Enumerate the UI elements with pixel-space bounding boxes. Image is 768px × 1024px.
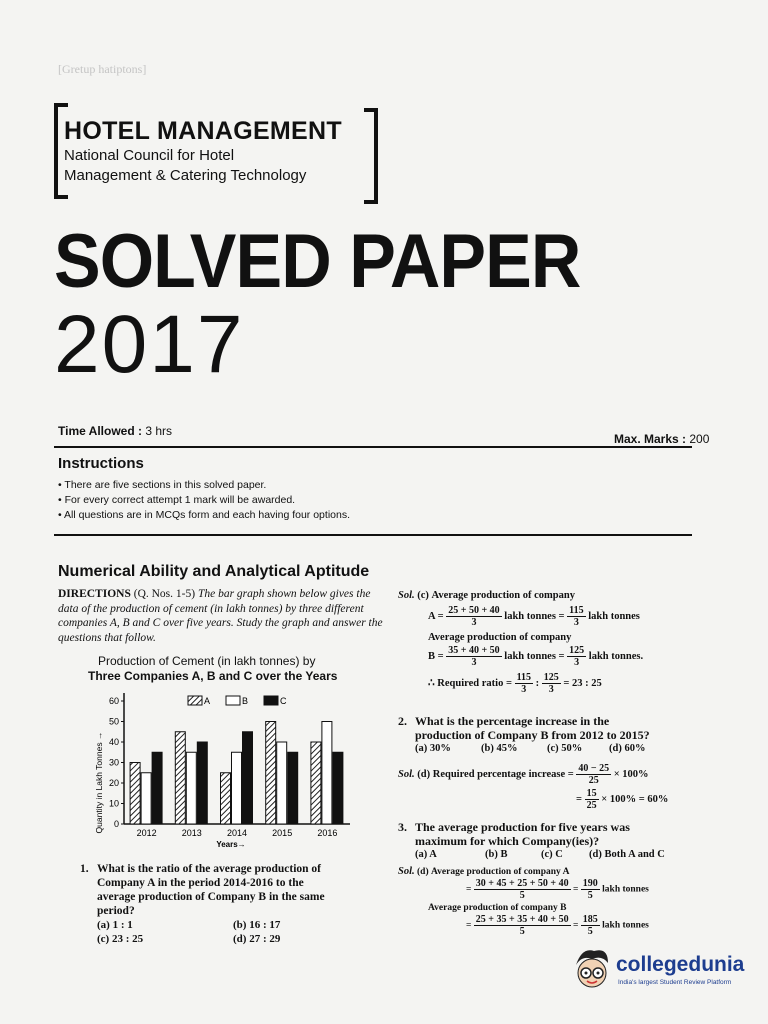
question-line: average production of Company B in the same	[97, 891, 325, 903]
bar-b	[232, 752, 242, 824]
frac-num: 35 + 40 + 50	[448, 645, 500, 656]
chart-title-2: Three Companies A, B and C over the Years	[88, 669, 338, 683]
sol-eq: A =	[428, 610, 444, 622]
y-tick-label: 20	[108, 778, 119, 788]
frac-den: 3	[471, 617, 477, 628]
collegedunia-logo[interactable]	[568, 943, 754, 999]
option-a[interactable]: (a) A	[415, 849, 437, 860]
sol-sep: :	[535, 677, 540, 689]
bar-c	[243, 732, 253, 824]
question-number: 1.	[80, 863, 89, 875]
max-marks	[614, 432, 709, 446]
instruction-item: • All questions are in MCQs form and each having four options.	[58, 509, 350, 521]
option-d[interactable]: (d) 27 : 29	[233, 933, 281, 945]
bar-b	[141, 773, 151, 824]
frac-num: 115	[569, 605, 584, 616]
frac-num: 25 + 50 + 40	[448, 605, 500, 616]
sol-tail: × 100% = 60%	[601, 793, 669, 805]
marks-label: Max. Marks :	[614, 432, 687, 446]
y-tick-label: 30	[108, 757, 119, 768]
sol-eq: =	[576, 793, 582, 805]
frac-den: 3	[574, 657, 580, 668]
frac-num: 15	[586, 788, 597, 799]
q1-options	[97, 918, 367, 946]
y-tick-label: 50	[108, 716, 119, 727]
solution-3	[398, 866, 698, 937]
bar-c	[197, 742, 207, 824]
question-3	[398, 820, 698, 862]
x-tick-label: 2013	[181, 828, 202, 838]
cement-chart	[58, 650, 388, 850]
x-tick-label: 2014	[226, 828, 248, 838]
frac-num: 115	[516, 672, 532, 683]
question-1	[80, 862, 370, 918]
option-c[interactable]: (c) 50%	[547, 743, 583, 754]
frac-den: 3	[471, 657, 477, 668]
question-number: 2.	[398, 714, 407, 728]
frac-den: 25	[586, 800, 597, 811]
subtitle-line-1: National Council for Hotel	[64, 147, 235, 164]
frac-num: 125	[543, 672, 559, 683]
directions-ref: (Q. Nos. 1-5)	[133, 588, 196, 600]
question-line: period?	[97, 905, 135, 917]
sol-eq: =	[466, 884, 472, 895]
option-d[interactable]: (d) 60%	[609, 743, 646, 754]
option-b[interactable]: (b) 16 : 17	[233, 919, 281, 931]
sol-text: Average production of company A	[431, 867, 570, 877]
frac-den: 5	[587, 926, 593, 937]
q2-options	[415, 742, 698, 756]
legend-swatch-c	[264, 696, 278, 705]
divider-bottom	[54, 534, 692, 536]
instructions-list	[58, 478, 350, 523]
bar-a	[175, 732, 185, 824]
question-line: Company A in the period 2014-2016 to the	[97, 877, 304, 889]
frac-num: 125	[569, 645, 585, 656]
option-b[interactable]: (b) B	[485, 849, 508, 860]
question-2	[398, 714, 698, 756]
y-axis-label: Quantity in Lakh Tonnes →	[94, 731, 104, 834]
solved-paper-title: SOLVED PAPER	[54, 219, 581, 304]
question-number: 3.	[398, 820, 407, 834]
sol-unit: lakh tonnes =	[504, 650, 565, 662]
logo-tagline: India's largest Student Review Platform	[618, 979, 732, 986]
solution-2	[398, 763, 698, 811]
instruction-item: • There are five sections in this solved paper.	[58, 479, 267, 491]
directions	[58, 587, 383, 645]
option-b[interactable]: (b) 45%	[481, 743, 518, 754]
y-tick-label: 60	[108, 696, 119, 706]
question-line: production of Company B from 2012 to 2015?	[415, 728, 650, 742]
time-label: Time Allowed :	[58, 424, 143, 438]
bar-c	[288, 752, 298, 824]
subtitle-line-2: Management & Catering Technology	[64, 167, 307, 184]
sol-text: Average production of company	[431, 590, 575, 601]
x-tick-label: 2015	[272, 828, 293, 838]
mascot-icon	[568, 943, 616, 997]
frac-den: 3	[573, 617, 579, 628]
bar-a	[221, 773, 231, 824]
solution-1	[398, 590, 698, 695]
council-subtitle	[64, 146, 306, 186]
option-c[interactable]: (c) C	[541, 849, 563, 860]
sol-unit: lakh tonnes	[588, 610, 640, 622]
question-line: What is the ratio of the average production of	[97, 863, 322, 875]
frac-den: 25	[588, 775, 599, 786]
x-axis-label: Years→	[216, 840, 246, 849]
sol-label: Sol.	[398, 768, 415, 780]
bar-b	[277, 742, 287, 824]
sol-answer: (d)	[417, 867, 429, 877]
sol-eq: B =	[428, 650, 444, 662]
sol-text: Required percentage increase =	[432, 768, 574, 780]
q3-options	[415, 848, 698, 862]
sol-unit: lakh tonnes	[602, 884, 649, 895]
y-tick-label: 10	[108, 798, 119, 809]
x-tick-label: 2016	[317, 828, 338, 838]
chart-title-1: Production of Cement (in lakh tonnes) by	[98, 654, 316, 668]
bar-b	[186, 752, 196, 824]
legend-label: C	[280, 696, 287, 706]
hotel-management-title: HOTEL MANAGEMENT	[64, 117, 342, 145]
frac-num: 185	[582, 914, 598, 925]
sol-ratio-prefix: ∴ Required ratio =	[428, 677, 512, 689]
question-line: The average production for five years was	[415, 820, 630, 834]
legend-swatch-a	[188, 696, 202, 705]
option-c[interactable]: (c) 23 : 25	[97, 933, 144, 945]
legend-label: A	[204, 696, 211, 706]
sol-eq: =	[572, 920, 579, 931]
frac-den: 5	[519, 890, 525, 901]
sol-text: Average production of company B	[428, 903, 567, 913]
sol-text: Average production of company	[428, 632, 572, 643]
question-line: maximum for which Company(ies)?	[415, 834, 600, 848]
instruction-item: • For every correct attempt 1 mark will be awarded.	[58, 494, 296, 506]
sol-tail: × 100%	[613, 768, 649, 780]
bar-a	[130, 763, 140, 825]
frac-den: 5	[519, 926, 525, 937]
option-a[interactable]: (a) 1 : 1	[97, 919, 133, 931]
option-d[interactable]: (d) Both A and C	[589, 849, 665, 860]
bar-b	[322, 722, 332, 825]
directions-label: DIRECTIONS	[58, 588, 131, 600]
sol-result: = 23 : 25	[563, 677, 602, 689]
y-tick-label: 0	[113, 819, 119, 829]
frac-num: 30 + 45 + 25 + 50 + 40	[475, 878, 569, 889]
section-heading: Numerical Ability and Analytical Aptitude	[58, 563, 370, 580]
divider-top	[54, 446, 692, 448]
time-allowed	[58, 424, 172, 438]
sol-unit: lakh tonnes	[602, 920, 649, 931]
time-value: 3 hrs	[145, 424, 173, 438]
chart-svg	[58, 650, 388, 850]
sol-unit: lakh tonnes =	[504, 610, 565, 622]
logo-name: collegedunia	[616, 953, 745, 976]
right-bracket	[364, 108, 378, 204]
option-a[interactable]: (a) 30%	[415, 743, 451, 754]
legend-swatch-b	[226, 696, 240, 705]
directions-text: The bar graph shown below gives the data of the production of cement (in lakh tonnes) by three different companies A, B and C over five years. Study the graph and answer the questions that follow.	[58, 588, 383, 644]
frac-num: 40 − 25	[578, 763, 610, 774]
bar-a	[311, 742, 321, 824]
instructions-heading: Instructions	[58, 455, 144, 472]
bar-c	[333, 752, 343, 824]
sol-label: Sol.	[398, 590, 415, 601]
marks-value: 200	[689, 432, 710, 446]
frac-den: 3	[521, 684, 527, 695]
legend-label: B	[242, 696, 249, 706]
x-tick-label: 2012	[136, 828, 157, 838]
y-tick-label: 40	[108, 737, 119, 747]
sol-answer: (d)	[417, 768, 431, 780]
bar-c	[152, 752, 162, 824]
question-line: What is the percentage increase in the	[415, 714, 610, 728]
bar-a	[266, 722, 276, 825]
sol-unit: lakh tonnes.	[588, 650, 644, 662]
frac-num: 190	[582, 878, 598, 889]
paper-year: 2017	[54, 299, 245, 390]
frac-num: 25 + 35 + 35 + 40 + 50	[475, 914, 569, 925]
faint-header-text: [Gretup hatiptons]	[58, 62, 147, 76]
frac-den: 5	[587, 890, 593, 901]
sol-answer: (c)	[417, 590, 429, 601]
frac-den: 3	[548, 684, 554, 695]
sol-eq: =	[572, 884, 579, 895]
sol-label: Sol.	[398, 866, 415, 877]
sol-eq: =	[466, 920, 472, 931]
